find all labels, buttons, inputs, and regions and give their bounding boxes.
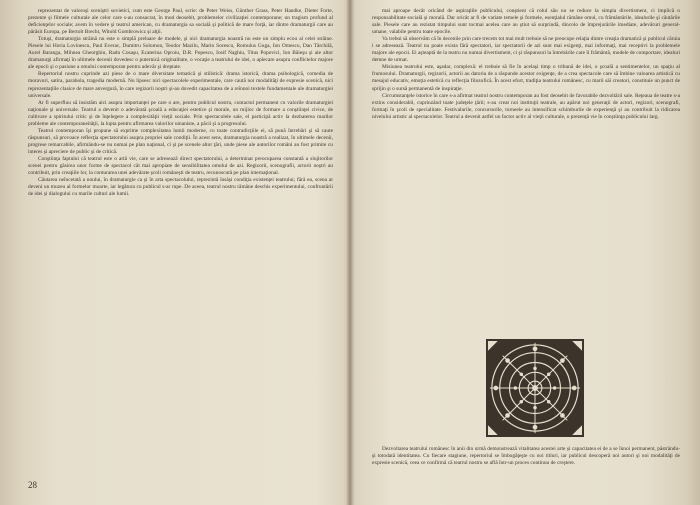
page-number: 28	[28, 480, 37, 490]
left-paragraph: Totuşi, dramaturgia străină nu este o simplă preluare de modele, şi nici dramaturgia noastră nu este un simplu ecou al celei străine. Piesele lui Horia Lovinescu, Paul Everac, Dumitru Solomon, Teodor Mazilu, Marin Sorescu, Romulus Guga, Ion Omescu, Dan Tărchilă, Aurel Baranga, Mihnea Gheorghiu, Radu Cosaşu, Ecaterina Oproiu, D.R. Popescu, Iosif Naghiu, Titus Popovici, Ion Băieşu şi ale altor dramaturgi afirmaţi în ultimele decenii dovedesc o puternică originalitate, o vocaţie a teatrului de idei, o aplecare asupra conflictelor majore ale epocii şi o pasiune a omului contemporan pentru adevăr şi dreptate.	[28, 36, 333, 71]
left-paragraph: Ar fi superfluu să insistăm aici asupra importanţei pe care o are, pentru publicul nostru, contactul permanent cu valorile dramaturgiei naţionale şi universale. Teatrul a devenit o adevărată şcoală a educaţiei estetice şi morale, un mijloc de formare a conştiinţei civice, de cultivare a spiritului critic şi de înţelegere a complexităţii vieţii sociale. Prin spectacolele sale, el participă activ la dezbaterea marilor probleme ale contemporaneităţii, la lupta pentru afirmarea valorilor umaniste, a păcii şi a progresului.	[28, 99, 333, 127]
left-paragraph: Căutarea neîncetată a noului, în dramaturgie ca şi în arta spectacolului, reprezintă însăşi condiţia existenţei teatrului; fără ea, scena ar deveni un muzeu al formelor moarte, iar legătura cu publicul s-ar rupe. De aceea, teatrul nostru rămâne deschis experimentului, confruntării de idei şi dialogului cu marile culturi ale lumii.	[28, 177, 333, 198]
right-paragraph: Circumstanţele istorice în care s-a afirmat teatrul nostru contemporan au fost deosebit de favorabile dezvoltării sale. Reţeaua de teatre s-a extins considerabil, cuprinzând toate judeţele ţării; s-au creat noi instituţii teatrale, au apărut noi generaţii de actori, regizori, scenografi, formaţi în şcoli de specialitate. Festivalurile, concursurile, turneele au intensificat schimburile de experienţă şi au contribuit la ridicarea nivelului artistic al spectacolelor. Teatrul a devenit astfel un factor activ al vieţii culturale, o prezenţă vie în conştiinţa publicului larg.	[372, 92, 680, 120]
right-paragraph: mai aproape decât oricând de aspiraţiile publicului, conştient că rolul său nu se reduce la simpla divertisment, ci implică o responsabilitate socială şi morală. Dar oricât ar fi de variate temele şi formele, esenţialul rămâne omul, cu frământările, idealurile şi căutările sale. Piesele care au rezistat timpului sunt tocmai acelea care au ştiut să surprindă, dincolo de împrejurările imediate, adevăruri general-umane, valabile pentru toate epocile.	[372, 8, 680, 36]
left-paragraph: Teatrul contemporan îşi propune să exprime complexitatea lumii moderne, cu toate contradicţiile ei, să pună întrebări şi să caute răspunsuri, să provoace reflecţia spectatorului asupra propriei sale condiţii. În acest sens, dramaturgia noastră a realizat, în ultimele decenii, progrese remarcabile, afirmându-se nu numai pe plan naţional, ci şi pe scenele altor ţări, unde piese ale autorilor români au fost primite cu interes şi apreciere de public şi de critică.	[28, 127, 333, 155]
right-paragraph: Misiunea teatrului este, aşadar, complexă: el trebuie să fie în acelaşi timp o tribună de idei, o şcoală a sentimentelor, un spaţiu al frumosului. Dramaturgii, regizorii, actorii au datoria de a răspunde acestor exigenţe, de a crea spectacole care să îmbine valoarea artistică cu mesajul educativ, emoţia estetică cu reflecţia filozofică. În acest efort, tradiţia teatrului românesc, cu marii săi creatori, constituie un punct de sprijin şi o sursă permanentă de inspiraţie.	[372, 64, 680, 92]
right-page-text-column-top	[372, 8, 680, 326]
left-page-text-column	[28, 8, 333, 458]
left-paragraph: Conştiinţa faptului că teatrul este o artă vie, care se adresează direct spectatorului, a determinat preocuparea constantă a slujitorilor scenei pentru găsirea unor forme de spectacol cât mai apropiate de sensibilitatea omului de azi. Regizorii, scenografii, actorii noştri au contribuit, prin creaţiile lor, la conturarea unei adevărate şcoli româneşti de teatru, recunoscută pe plan internaţional.	[28, 155, 333, 177]
rosette-ornament-icon	[486, 339, 584, 437]
right-paragraph: Va trebui să observăm că în decenile prin care trecem tot mai mult trebuie să ne preocupe relaţia dintre creaţia dramatică şi publicul căruia i se adresează. Teatrul nu poate exista fără spectatori, iar spectatorii de azi sunt mai exigenţi, mai informaţi, mai receptivi la problemele majore ale epocii. Ei aşteaptă de la teatru nu numai divertisment, ci şi răspunsuri la întrebările care îi frământă, modele de comportare, idealuri demne de urmat.	[372, 36, 680, 64]
left-paragraph: Repertoriul nostru cuprinde azi piese de o mare diversitate tematică şi stilistică: drama istorică, drama psihologică, comedia de moravuri, satira, parabola, tragedia modernă. Nu lipsesc nici spectacolele experimentale, care caută noi modalităţi de expresie scenică, nici reprezentaţiile clasice de mare anvergură, în care regizorii noştri şi-au dovedit capacitatea de a reînnoi textele fundamentale ale dramaturgiei universale.	[28, 71, 333, 99]
right-page	[350, 0, 700, 505]
right-paragraph: Dezvoltarea teatrului românesc în anii din urmă demonstrează vitalitatea acestei arte şi capacitatea ei de a se înnoi permanent, păstrându-şi totodată identitatea. Cu fiecare stagiune, repertoriul se îmbogăţeşte cu noi titluri, iar publicul descoperă noi autori şi noi modalităţi de expresie scenică, ceea ce confirmă că teatrul nostru se află într-un proces continuu de creştere.	[372, 446, 680, 467]
right-page-text-column-bottom	[372, 446, 680, 490]
left-paragraph: reprezentat de valoroşi sceniştri sovietici, cum este George Paul, scrie: de Peter Weiss, Günther Grass, Peter Handke, Dieter Forte, prezente şi filmele culturale ale celor care s-au consacrat, în mod deosebit, problemelor civilizaţiei contemporane; un tragism profund al deficienţelor sociale; avem în vedere şi teatrul american, cu dramaturgia sa socială şi politică de mare forţă, iar dintre dramaturgii care au părăsit Europa, pe Bertolt Brecht, Witold Gombrowicz şi alţii.	[28, 8, 333, 36]
